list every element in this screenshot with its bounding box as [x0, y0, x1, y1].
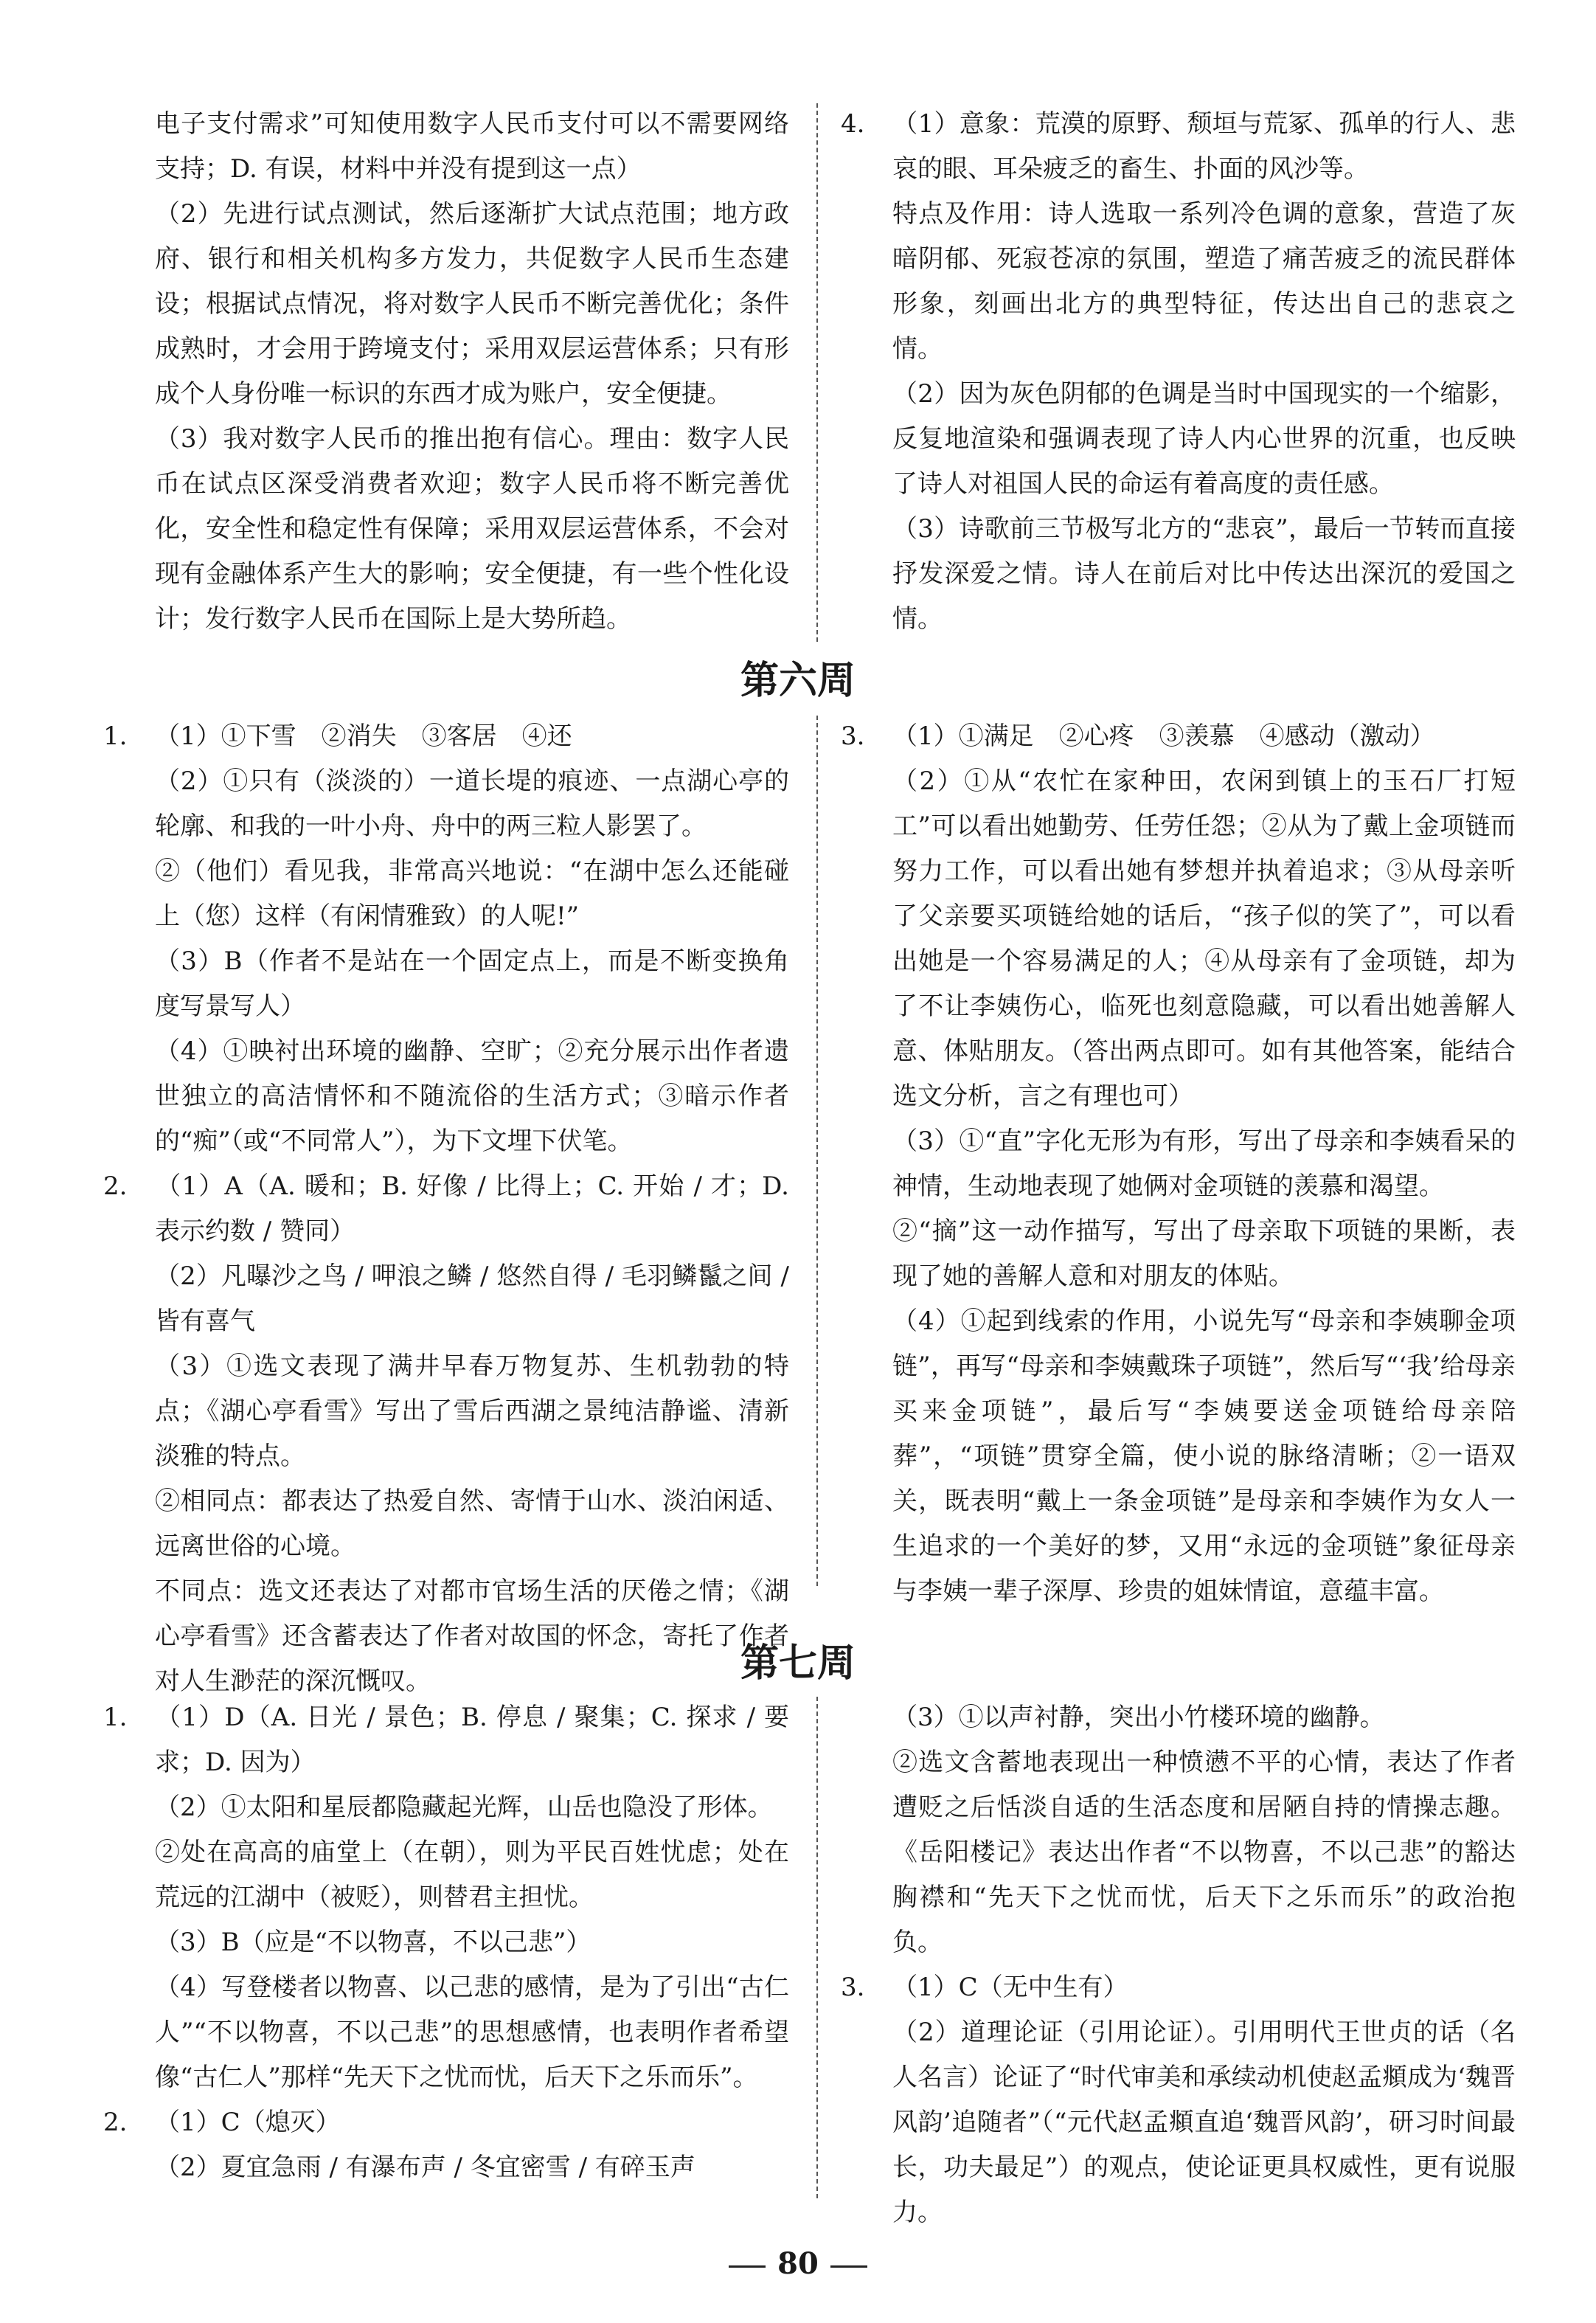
answer-text: ②（他们）看见我，非常高兴地说：“在湖中怎么还能碰上（您）这样（有闲情雅致）的人呢!”: [155, 856, 789, 931]
footer-rule-right: [830, 2265, 867, 2268]
answer-text: （2）①从“农忙在家种田，农闲到镇上的玉石厂打短工”可以看出她勤劳、任劳任怨；②从为了戴上金项链而努力工作，可以看出她有梦想并执着追求；③从母亲听了父亲要买项链给她的话后，“孩子似的笑了”，可以看出她是一个容易满足的人；④从母亲有了金项链，却为了不让李姨伤心，临死也刻意隐藏，可以看出她善解人意、体贴朋友。（答出两点即可。如有其他答案，能结合选文分析，言之有理也可）: [892, 766, 1516, 1111]
answer-text: （2）因为灰色阴郁的色调是当时中国现实的一个缩影，反复地渲染和强调表现了诗人内心世界的沉重，也反映了诗人对祖国人民的命运有着高度的责任感。: [892, 379, 1516, 499]
answer-text: 不同点：选文还表达了对都市官场生活的厌倦之情；《湖心亭看雪》还含蓄表达了作者对故国的怀念，寄托了作者对人生渺茫的深沉慨叹。: [155, 1576, 789, 1696]
question-number: 3.: [841, 721, 865, 751]
page-footer: [0, 2246, 1596, 2281]
answer-text: （2）凡曝沙之鸟 / 呷浪之鳞 / 悠然自得 / 毛羽鳞鬣之间 / 皆有喜气: [155, 1261, 789, 1336]
section-heading-week7: 第七周: [740, 1641, 856, 1686]
week6-left-column: [103, 714, 789, 1704]
answer-text: （2）夏宜急雨 / 有瀑布声 / 冬宜密雪 / 有碎玉声: [155, 2153, 695, 2182]
answer-text: 特点及作用：诗人选取一系列冷色调的意象，营造了灰暗阴郁、死寂苍凉的氛围，塑造了痛苦疲乏的流民群体形象，刻画出北方的典型特征，传达出自己的悲哀之情。: [892, 199, 1516, 364]
answer-item: [841, 192, 1516, 372]
answer-line: （3）我对数字人民币的推出抱有信心。理由：数字人民币在试点区深受消费者欢迎；数字人民币将不断完善优化，安全性和稳定性有保障；采用双层运营体系，不会对现有金融体系产生大的影响；安全便捷，有一些个性化设计；发行数字人民币在国际上是大势所趋。: [155, 424, 789, 634]
column-divider: [816, 1697, 818, 2198]
column-divider: [816, 103, 818, 642]
answer-text: （2）道理论证（引用论证）。引用明代王世贞的话（名人名言）论证了“时代审美和承续动机使赵孟頫成为‘魏晋风韵’追随者”（“元代赵孟頫直追‘魏晋风韵’，研习时间最长，功夫最足”）的观点，使论证更具权威性，更有说服力。: [892, 2018, 1516, 2227]
answer-line: （2）先进行试点测试，然后逐渐扩大试点范围；地方政府、银行和相关机构多方发力，共促数字人民币生态建设；根据试点情况，将对数字人民币不断完善优化；条件成熟时，才会用于跨境支付；采用双层运营体系；只有形成个人身份唯一标识的东西才成为账户，安全便捷。: [155, 199, 789, 409]
answer-text: （1）C（熄灭）: [155, 2108, 341, 2137]
question-number: 2.: [103, 2108, 128, 2137]
answer-text: （1）①下雪 ②消失 ③客居 ④还: [155, 721, 572, 751]
answer-text: （2）①只有（淡淡的）一道长堤的痕迹、一点湖心亭的轮廓、和我的一叶小舟、舟中的两三粒人影罢了。: [155, 766, 789, 841]
answer-text: （3）B（作者不是站在一个固定点上，而是不断变换角度写景写人）: [155, 946, 789, 1021]
answer-text: （3）①“直”字化无形为有形，写出了母亲和李姨看呆的神情，生动地表现了她俩对金项链的羡慕和渴望。: [892, 1126, 1516, 1201]
page-number: 80: [777, 2246, 819, 2281]
answer-text: （3）诗歌前三节极写北方的“悲哀”，最后一节转而直接抒发深爱之情。诗人在前后对比中传达出深沉的爱国之情。: [892, 514, 1516, 634]
answer-text: （4）写登楼者以物喜、以己悲的感情，是为了引出“古仁人”“不以物喜，不以己悲”的思想感情，也表明作者希望像“古仁人”那样“先天下之忧而忧，后天下之乐而乐”。: [155, 1973, 789, 2092]
footer-rule-left: [729, 2265, 766, 2268]
answer-text: （2）①太阳和星辰都隐藏起光辉，山岳也隐没了形体。: [155, 1793, 773, 1822]
answer-item: [841, 372, 1516, 507]
answer-text: （1）C（无中生有）: [892, 1973, 1128, 2002]
week6-right-column: [841, 714, 1516, 1614]
answer-text: （4）①映衬出环境的幽静、空旷；②充分展示出作者遗世独立的高洁情怀和不随流俗的生活方式；③暗示作者的“痴”（或“不同常人”），为下文埋下伏笔。: [155, 1036, 789, 1156]
question-number: 2.: [103, 1171, 128, 1201]
answer-item: [841, 507, 1516, 642]
answer-text: （1）D（A. 日光 / 景色；B. 停息 / 聚集；C. 探求 / 要求；D. 因为）: [155, 1703, 789, 1777]
question-number: 4.: [841, 109, 865, 139]
answer-item: [841, 102, 1516, 192]
top-right-column: [841, 102, 1516, 642]
top-left-column: [103, 102, 789, 642]
answer-text: （1）①满足 ②心疼 ③羡慕 ④感动（激动）: [892, 721, 1435, 751]
answer-text: ②处在高高的庙堂上（在朝），则为平民百姓忧虑；处在荒远的江湖中（被贬），则替君主担忧。: [155, 1838, 789, 1912]
week7-right-column: [841, 1695, 1516, 2235]
answer-text: ②相同点：都表达了热爱自然、寄情于山水、淡泊闲适、远离世俗的心境。: [155, 1486, 789, 1561]
answer-text: （1）意象：荒漠的原野、颓垣与荒冢、孤单的行人、悲哀的眼、耳朵疲乏的畜生、扑面的风沙等。: [892, 109, 1516, 184]
question-number: 1.: [103, 721, 128, 751]
column-divider: [816, 716, 818, 1586]
question-number: 1.: [103, 1703, 128, 1732]
answer-text: ②选文含蓄地表现出一种愤懑不平的心情，表达了作者遭贬之后恬淡自适的生活态度和居陋自持的情操志趣。《岳阳楼记》表达出作者“不以物喜，不以己悲”的豁达胸襟和“先天下之忧而忧，后天下之乐而乐”的政治抱负。: [892, 1748, 1516, 1957]
answer-text: （3）①选文表现了满井早春万物复苏、生机勃勃的特点；《湖心亭看雪》写出了雪后西湖之景纯洁静谧、清新淡雅的特点。: [155, 1351, 789, 1471]
answer-text: （1）A（A. 暖和；B. 好像 / 比得上；C. 开始 / 才；D. 表示约数 / 赞同）: [155, 1171, 789, 1246]
answer-text: ②“摘”这一动作描写，写出了母亲取下项链的果断，表现了她的善解人意和对朋友的体贴。: [892, 1216, 1516, 1291]
week7-left-column: [103, 1695, 789, 2190]
answer-text: （4）①起到线索的作用，小说先写“母亲和李姨聊金项链”，再写“母亲和李姨戴珠子项链”，然后写“‘我’给母亲买来金项链”，最后写“李姨要送金项链给母亲陪葬”，“项链”贯穿全篇，使小说的脉络清晰；②一语双关，既表明“戴上一条金项链”是母亲和李姨作为女人一生追求的一个美好的梦，又用“永远的金项链”象征母亲与李姨一辈子深厚、珍贵的姐妹情谊，意蕴丰富。: [892, 1306, 1516, 1606]
answer-text: （3）B（应是“不以物喜，不以己悲”）: [155, 1928, 591, 1957]
answer-line: 电子支付需求”可知使用数字人民币支付可以不需要网络支持；D. 有误，材料中并没有提到这一点）: [155, 109, 789, 184]
section-heading-week6: 第六周: [740, 659, 856, 703]
question-number: 3.: [841, 1973, 865, 2002]
answer-text: （3）①以声衬静，突出小竹楼环境的幽静。: [892, 1703, 1385, 1732]
